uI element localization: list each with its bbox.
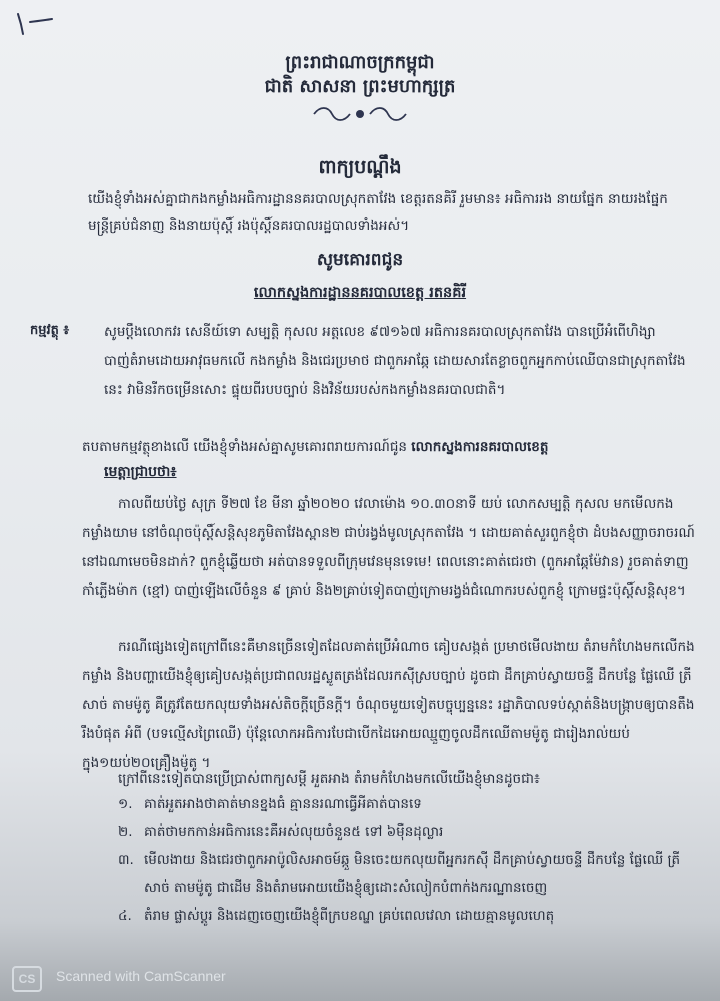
- list-item-text: តំរាម ផ្លាស់ប្តូរ និងដេញចេញយើងខ្ញុំពីក្របខណ្ឌ គ្រប់ពេលវេលា ដោយគ្មានមូលហេតុ: [144, 908, 555, 924]
- list-item-number: ១.: [118, 796, 133, 812]
- intro-paragraph: យើងខ្ញុំទាំងអស់គ្នាជាកងកម្លាំងអធិការដ្ឋាននគរបាលស្រុកតាវែង ខេត្តរតនគិរី រួមមាន៖ អធិការរង នាយផ្នែក នាយរងផ្នែក មន្ត្រីគ្រប់ជំនាញ និងនាយប៉ុស្តិ៍ រងប៉ុស្តិ៍នគរបាលរដ្ឋបាលទាំងអស់។: [88, 191, 668, 234]
- addressee: លោកស្នងការដ្ឋាននគរបាលខេត្ត រតនគិរី: [253, 285, 467, 301]
- list-item-number: ៣.: [118, 852, 134, 868]
- list-item-text: មើលងាយ និងជេរថាពួកអាប៉ូលិសអាចម៍ឆ្កួ មិនចេះយកលុយពីអ្នករកស៊ី ដឹកគ្រាប់ស្វាយចន្ទី ដឹកបន្លែ ផ្លែឈើ ត្រី សាច់ តាមម៉ូតូ ជាដើម និងតំរាមអោយយើងខ្ញុំឲ្យដោះសំលៀកបំពាក់ងករណ្ឋានចេញ: [144, 852, 681, 896]
- subject-label: កម្មវត្ថុ ៖: [30, 323, 70, 338]
- camscanner-logo-icon: CS: [12, 966, 42, 992]
- reason-label: មេត្តាជ្រាបថា៖: [104, 464, 177, 480]
- reference-recipient: លោកស្នងការនគរបាលខេត្ត: [411, 439, 549, 455]
- list-item-number: ៤.: [118, 908, 132, 924]
- document-title: ពាក្យបណ្តឹង: [318, 156, 402, 178]
- list-item-number: ២.: [118, 824, 133, 840]
- reference-text: តបតាមកម្មវត្ថុខាងលើ យើងខ្ញុំទាំងអស់គ្នាសូមគោរពរាយការណ៍ជូន: [82, 439, 407, 455]
- kingdom-heading: ព្រះរាជាណាចក្រកម្ពុជា: [285, 52, 435, 73]
- threats-intro-paragraph: ក្រៅពីនេះទៀតបានប្រើប្រាស់ពាក្យសម្តី អួតអាង តំរាមកំហែងមកលើយើងខ្ញុំមានដូចជា៖: [118, 771, 540, 787]
- list-item: [118, 846, 708, 902]
- scanner-watermark: Scanned with CamScanner: [56, 968, 226, 984]
- ornament-divider: [310, 104, 410, 124]
- abuse-paragraph: ករណីផ្សេងទៀតក្រៅពីនេះគឺមានច្រើនទៀតដែលគាត់ប្រើអំណាច គៀបសង្កត់ ប្រមាថមើលងាយ តំរាមកំហែងមកលើកងកម្លាំង និងបញ្ហាយើងខ្ញុំឲ្យគៀបសង្កត់ប្រជាពលរដ្ឋស្លូតត្រង់ដែលរកស៊ីស្របច្បាប់ ដូចជា ដឹកគ្រាប់ស្វាយចន្ទី ដឹកបន្លែ ផ្លែឈើ ត្រី សាច់ តាមម៉ូតូ គឺត្រូវតែយកលុយទាំងអស់តិចក្តីច្រើនក្តី។ ចំណុចមួយទៀតបច្ចុប្បន្ននេះ រដ្ឋាភិបាលទប់ស្កាត់និងបង្ក្រាបឲ្យបានតឹងរឹងបំផុត អំពី (បទល្មើសព្រៃឈើ) ប៉ុន្តែលោកអធិការបែជាបើកដៃអោយឈ្មួញចូលដឹកឈើតាមម៉ូតូ ជារៀងរាល់យប់ ក្នុង១យប់២០គ្រឿងម៉ូតូ ។: [82, 639, 695, 771]
- pen-mark: [14, 8, 54, 38]
- salutation: សូមគោរពជូន: [316, 250, 404, 270]
- national-motto: ជាតិ សាសនា ព្រះមហាក្សត្រ: [264, 76, 456, 97]
- list-item-text: គាត់ថាមកកាន់អធិការនេះគឺអស់លុយចំនួន៥ ទៅ ៦ម៉ឺនដុល្លារ: [144, 824, 444, 840]
- list-item: [118, 902, 708, 930]
- list-item: [118, 818, 708, 846]
- subject-paragraph: សូមប្តឹងលោកវរ សេនីយ៍ទោ សម្បត្តិ កុសល អត្តលេខ ៩៧១៦៧ អធិការនគរបាលស្រុកតាវែង បានប្រើអំពើហិង្សាបាញ់តំរាមដោយអាវុធមកលើ កងកម្លាំង និងជេរប្រមាថ ជាពួកអាឆ្កែ ដោយសារតែខ្លាចពួកអ្នកកាប់ឈើបានជាស្រុកតាវែងនេះ វាមិនរីកចម្រើនសោះ ផ្ទុយពីរបបច្បាប់ និងវិន័យរបស់កងកម្លាំងនគរបាលជាតិ។: [104, 324, 686, 398]
- threats-list: [118, 790, 708, 930]
- incident-paragraph: កាលពីយប់ថ្ងៃ សុក្រ ទី២៧ ខែ មីនា ឆ្នាំ២០២០ វេលាម៉ោង ១០.៣០នាទី យប់ លោកសម្បត្តិ កុសល មកមើលកងកម្លាំងយាម នៅចំណុចប៉ុស្តិ៍សន្តិសុខភូមិតាវែងស្ពាន២ ជាប់រង្វង់មូលស្រុកតាវែង ។ ដោយគាត់សួរពួកខ្ញុំថា ដំបងសញ្ញាចរាចរណ៍នៅឯណាមេចមិនដាក់? ពួកខ្ញុំឆ្លើយថា អត់បានទទួលពីក្រុមវេនមុនទេមេ! ពេលនោះគាត់ជេរថា (ពួកអាឆ្កែម៉ែវាន) រួចគាត់ទាញកាំភ្លើងម៉ាក (ខ្មៅ) បាញ់ឡើងលើចំនួន ៩ គ្រាប់ និង២គ្រាប់ទៀតបាញ់ក្រោមរង្វង់ជំណោករបស់ពួកខ្ញុំ ក្រោមផ្ទះប៉ុស្តិ៍សន្តិសុខ។: [82, 496, 695, 599]
- reference-paragraph: [82, 433, 702, 462]
- list-item-text: គាត់អួតអាងថាគាត់មានខ្នងធំ គ្មាននរណាធ្វើអីគាត់បានទេ: [144, 796, 422, 812]
- list-item: [118, 790, 708, 818]
